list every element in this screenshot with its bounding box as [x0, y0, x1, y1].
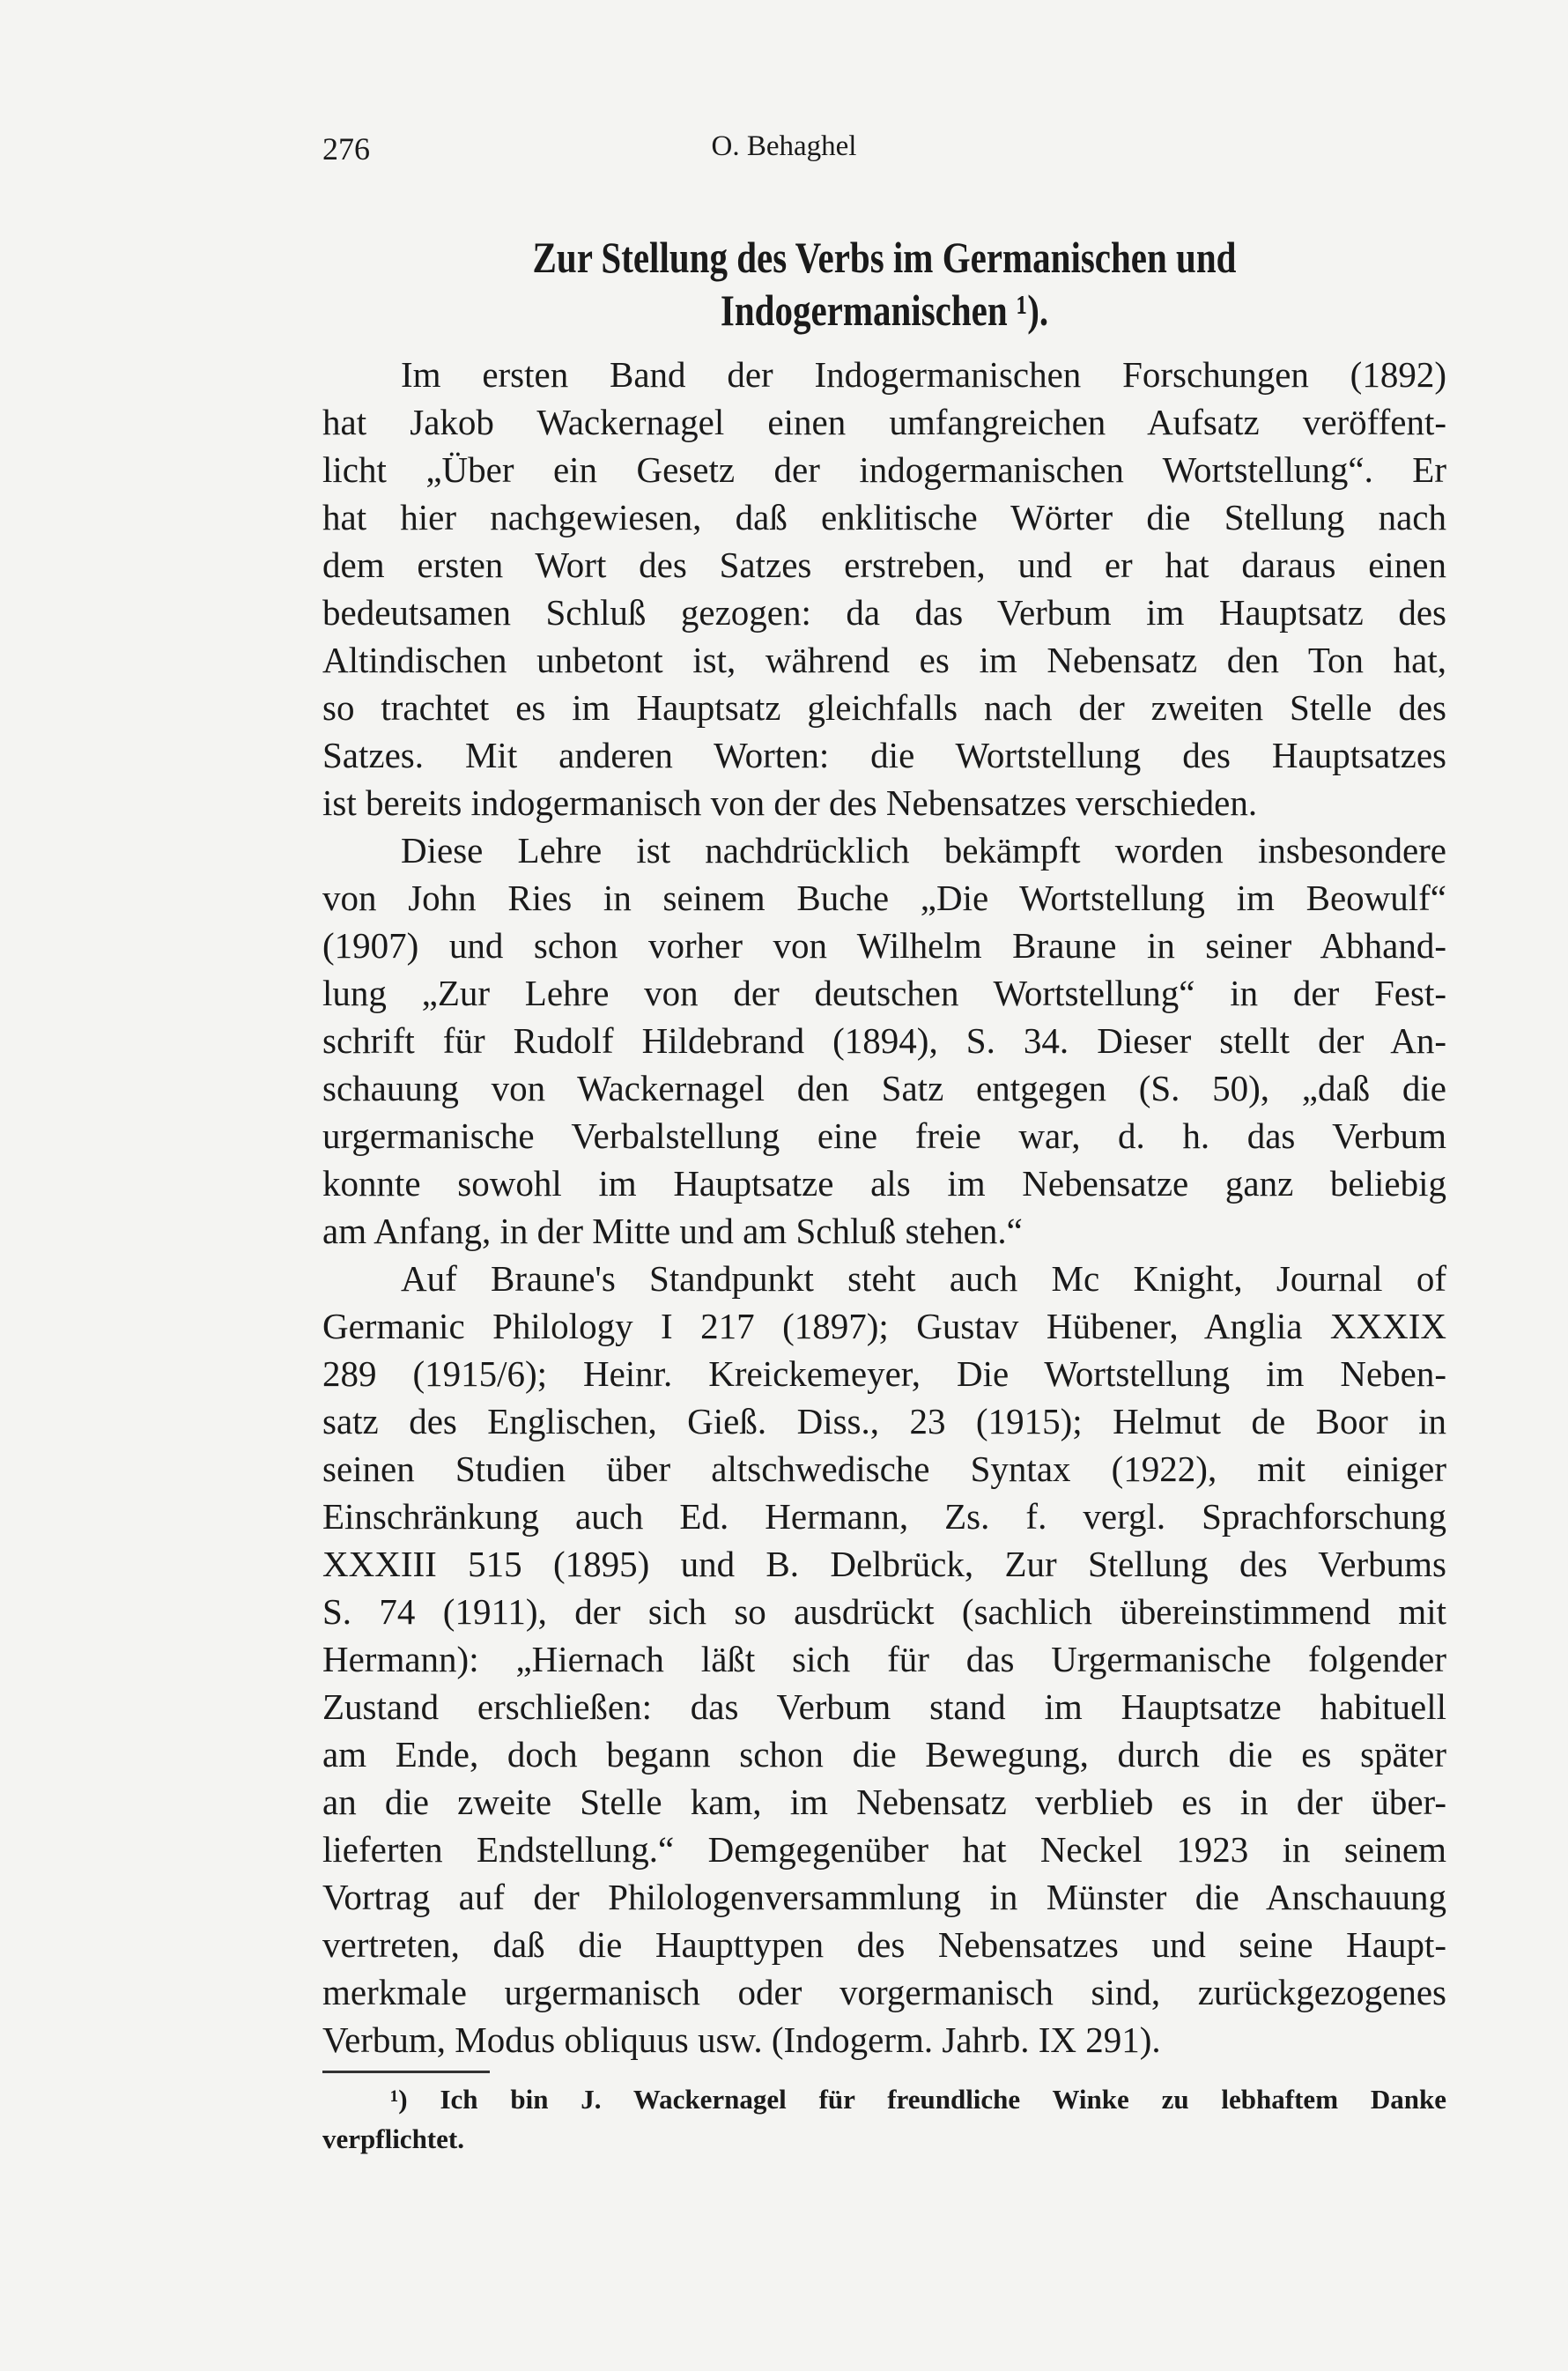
body-line: hat Jakob Wackernagel einen umfangreichen Aufsatz veröffent- [322, 402, 1446, 442]
body-line: Einschränkung auch Ed. Hermann, Zs. f. vergl. Sprachforschung [322, 1496, 1446, 1537]
body-line: Germanic Philology I 217 (1897); Gustav Hübener, Anglia XXXIX [322, 1306, 1446, 1346]
body-line: dem ersten Wort des Satzes erstreben, und er hat daraus einen [322, 545, 1446, 585]
body-line: lieferten Endstellung.“ Demgegenüber hat Neckel 1923 in seinem [322, 1829, 1446, 1870]
page-number: 276 [322, 131, 370, 167]
body-line: so trachtet es im Hauptsatz gleichfalls nach der zweiten Stelle des [322, 687, 1446, 728]
footnote-line: verpflichtet. [322, 2123, 464, 2154]
body-line: licht „Über ein Gesetz der indogermanischen Wortstellung“. Er [322, 449, 1446, 490]
body-line: an die zweite Stelle kam, im Nebensatz verblieb es in der über- [322, 1782, 1446, 1822]
body-line: ist bereits indogermanisch von der des Nebensatzes verschieden. [322, 782, 1258, 823]
footnote-rule [322, 2071, 490, 2073]
body-line: bedeutsamen Schluß gezogen: da das Verbum im Hauptsatz des [322, 592, 1446, 633]
body-line: schauung von Wackernagel den Satz entgegen (S. 50), „daß die [322, 1068, 1446, 1108]
body-line: Satzes. Mit anderen Worten: die Wortstellung des Hauptsatzes [322, 735, 1446, 775]
body-line: hat hier nachgewiesen, daß enklitische Wörter die Stellung nach [322, 497, 1446, 537]
body-line: Zustand erschließen: das Verbum stand im Hauptsatze habituell [322, 1686, 1446, 1727]
body-line: konnte sowohl im Hauptsatze als im Nebensatze ganz beliebig [322, 1163, 1446, 1204]
body-line: merkmale urgermanisch oder vorgermanisch sind, zurückgezogenes [322, 1972, 1446, 2012]
body-line: XXXIII 515 (1895) und B. Delbrück, Zur Stellung des Verbums [322, 1544, 1446, 1584]
running-header-author: O. Behaghel [711, 130, 857, 162]
body-line: urgermanische Verbalstellung eine freie war, d. h. das Verbum [322, 1115, 1446, 1156]
footnote [322, 2079, 1446, 2159]
body-line: satz des Englischen, Gieß. Diss., 23 (1915); Helmut de Boor in [322, 1401, 1446, 1441]
footnote-line: ¹) Ich bin J. Wackernagel für freundliche Winke zu lebhaftem Danke [390, 2084, 1446, 2115]
body-line: Auf Braune's Standpunkt steht auch Mc Knight, Journal of [401, 1258, 1446, 1299]
body-line: Altindischen unbetont ist, während es im Nebensatz den Ton hat, [322, 640, 1446, 680]
body-line: schrift für Rudolf Hildebrand (1894), S. 34. Dieser stellt der An- [322, 1020, 1446, 1061]
body-line: (1907) und schon vorher von Wilhelm Braune in seiner Abhand- [322, 925, 1446, 966]
body-line: Verbum, Modus obliquus usw. (Indogerm. Jahrb. IX 291). [322, 2019, 1161, 2060]
body-line: von John Ries in seinem Buche „Die Wortstellung im Beowulf“ [322, 878, 1446, 918]
body-line: seinen Studien über altschwedische Syntax (1922), mit einiger [322, 1449, 1446, 1489]
body-line: vertreten, daß die Haupttypen des Nebensatzes und seine Haupt- [322, 1924, 1446, 1965]
body-line: am Ende, doch begann schon die Bewegung, durch die es später [322, 1734, 1446, 1775]
body-line: Vortrag auf der Philologenversammlung in Münster die Anschauung [322, 1877, 1446, 1917]
article-title-line-2: Indogermanischen ¹). [720, 285, 1049, 335]
body-line: Hermann): „Hiernach läßt sich für das Urgermanische folgender [322, 1639, 1446, 1679]
body-line: am Anfang, in der Mitte und am Schluß stehen.“ [322, 1211, 1023, 1251]
body-line: Im ersten Band der Indogermanischen Forschungen (1892) [401, 354, 1446, 395]
body-line: Diese Lehre ist nachdrücklich bekämpft worden insbesondere [401, 830, 1446, 871]
body-line: S. 74 (1911), der sich so ausdrückt (sachlich übereinstimmend mit [322, 1591, 1446, 1632]
article-title-line-1: Zur Stellung des Verbs im Germanischen und [532, 233, 1237, 282]
body-line: 289 (1915/6); Heinr. Kreickemeyer, Die Wortstellung im Neben- [322, 1353, 1446, 1394]
body-line: lung „Zur Lehre von der deutschen Wortstellung“ in der Fest- [322, 973, 1446, 1013]
body-text [322, 351, 1446, 2064]
